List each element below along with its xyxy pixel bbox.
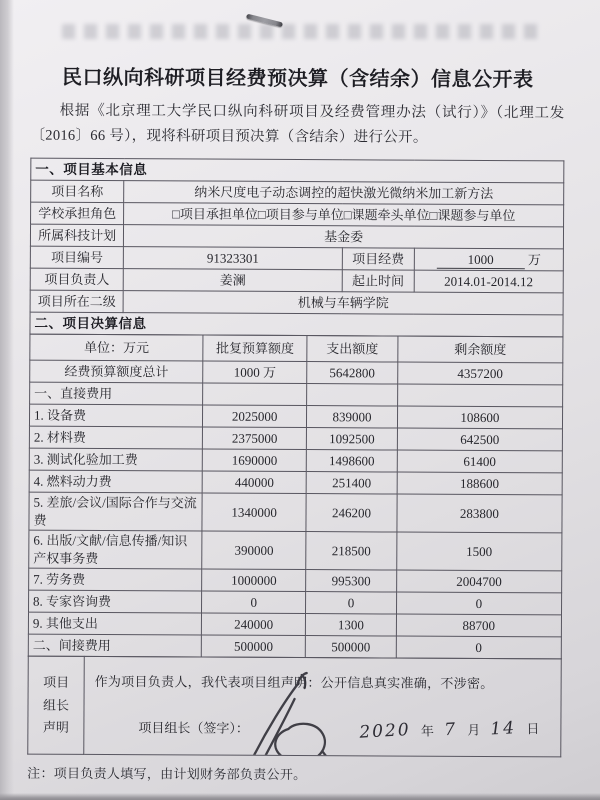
- budget-approved: 0: [202, 591, 306, 614]
- table-row-travel: [29, 492, 562, 533]
- budget-approved: 440000: [202, 471, 306, 494]
- table-row-fuel-power: [29, 470, 562, 495]
- funding-label: 项目经费: [342, 248, 414, 270]
- budget-row-label: 9. 其他支出: [28, 613, 201, 636]
- declaration-label-line: 组长: [42, 697, 70, 713]
- table-row-total: [30, 360, 563, 385]
- footnote: 注：项目负责人填写，由计划财务部负责公开。: [27, 766, 307, 783]
- date-year: 2020: [358, 719, 412, 743]
- funding-amount: 1000: [437, 250, 525, 269]
- budget-remaining: 188600: [397, 472, 562, 495]
- budget-row-label: 3. 测试化验加工费: [29, 448, 202, 471]
- budget-remaining: 0: [396, 636, 561, 659]
- section-header-basic-info: [31, 158, 564, 183]
- table-row-publication: [29, 530, 562, 571]
- project-name-label: 项目名称: [31, 180, 124, 202]
- budget-row-label: 4. 燃料动力费: [29, 470, 202, 493]
- row-program: [30, 224, 563, 249]
- budget-row-label: 二、间接费用: [28, 635, 201, 658]
- school-role-label: 学校承担角色: [31, 202, 124, 224]
- date-month: 7: [443, 719, 458, 741]
- budget-row-label: 经费预算额度总计: [30, 360, 203, 383]
- basic-info-table: [29, 158, 564, 338]
- funding-value: [414, 248, 563, 271]
- budget-spent: 1498600: [306, 450, 397, 472]
- budget-remaining: 642500: [397, 428, 562, 451]
- school-role-checkbox-options: □项目承担单位□项目参与单位□课题牵头单位□课题参与单位: [124, 203, 564, 227]
- budget-approved: [203, 383, 307, 406]
- period-label: 起止时间: [342, 270, 414, 292]
- budget-remaining: 2004700: [396, 570, 561, 593]
- page-title: 民口纵向科研项目经费预决算（含结余）信息公开表: [61, 66, 534, 92]
- budget-approved: 240000: [202, 613, 306, 636]
- table-row-consulting: [29, 591, 562, 616]
- department-value: 机械与车辆学院: [123, 291, 563, 315]
- budget-row-label: 7. 劳务费: [29, 569, 202, 592]
- budget-approved: 500000: [201, 635, 305, 658]
- budget-approved: 1000000: [202, 569, 306, 592]
- row-school-role: [31, 202, 564, 227]
- budget-spent: 1092500: [306, 428, 397, 450]
- date-day: 14: [489, 717, 517, 740]
- budget-remaining: 0: [396, 592, 561, 615]
- reverse-side-bleedthrough: [62, 24, 540, 39]
- form-content: [27, 61, 565, 785]
- budget-approved: 390000: [202, 531, 306, 570]
- table-row-materials: [29, 426, 562, 451]
- leader-value: 姜澜: [123, 269, 342, 292]
- row-project-no: [30, 246, 563, 271]
- row-project-name: [31, 180, 564, 205]
- budget-row-label: 1. 设备费: [29, 404, 202, 427]
- budget-spent: 5642800: [307, 362, 398, 384]
- sign-label: 项目组长（签字）：: [138, 720, 249, 737]
- budget-spent: 0: [306, 592, 397, 614]
- budget-spent: 500000: [305, 636, 396, 658]
- leader-label: 项目负责人: [30, 268, 123, 290]
- date-month-unit: 月: [467, 722, 481, 738]
- intro-paragraph: 根据《北京理工大学民口纵向科研项目及经费管理办法（试行）》（北理工发〔2016〕66 号），现将科研项目预决算（含结余）进行公开。: [30, 102, 565, 146]
- budget-spent: 839000: [307, 406, 398, 428]
- budget-remaining: 61400: [397, 450, 562, 473]
- handwritten-date: [359, 717, 552, 744]
- column-header-spent: 支出额度: [307, 336, 398, 362]
- paper-left-edge: [0, 0, 14, 800]
- handwritten-signature-scribble: [244, 671, 365, 757]
- budget-spent: [307, 384, 398, 406]
- photo-bottom-edge: [0, 793, 600, 800]
- project-no-label: 项目编号: [30, 246, 123, 268]
- table-row-labor: [29, 569, 562, 594]
- budget-approved: 1000 万: [203, 361, 307, 384]
- budget-row-label: 8. 专家咨询费: [29, 591, 202, 614]
- table-row-other: [28, 613, 561, 638]
- section-title: 一、项目基本信息: [31, 158, 564, 183]
- budget-row-label: 6. 出版/文献/信息传播/知识产权事务费: [29, 530, 202, 569]
- budget-approved: 2025000: [203, 405, 307, 428]
- budget-remaining: 108600: [397, 406, 562, 429]
- budget-spent: 995300: [306, 570, 397, 592]
- table-row-equipment: [29, 404, 562, 429]
- project-name-value: 纳米尺度电子动态调控的超快激光微纳米加工新方法: [124, 181, 564, 205]
- declaration-table: [27, 656, 562, 758]
- declaration-label-line: 项目: [43, 674, 70, 690]
- signature-row: [94, 717, 552, 742]
- declaration-label: [28, 657, 84, 755]
- budget-approved: 2375000: [203, 427, 307, 450]
- budget-remaining: 1500: [396, 532, 561, 571]
- row-leader: [30, 268, 563, 293]
- budget-remaining: [397, 384, 562, 407]
- funding-unit: 万: [527, 251, 541, 267]
- budget-approved: 1340000: [202, 493, 306, 532]
- budget-remaining: 88700: [396, 614, 561, 637]
- table-row-testing: [29, 448, 562, 473]
- row-department: [30, 290, 563, 315]
- program-value: 基金委: [124, 225, 564, 249]
- budget-row-label: 2. 材料费: [29, 426, 202, 449]
- budget-spent: 246200: [306, 494, 397, 533]
- budget-spent: 218500: [306, 532, 397, 571]
- table-row-direct-costs: [30, 382, 563, 407]
- budget-table: [28, 334, 564, 660]
- budget-header-row: [30, 334, 563, 363]
- budget-approved: 1690000: [202, 449, 306, 472]
- declaration-label-line: 声明: [42, 720, 69, 736]
- budget-spent: 1300: [306, 614, 397, 636]
- program-label: 所属科技计划: [30, 224, 123, 246]
- project-no-value: 91323301: [124, 247, 343, 270]
- department-label: 项目所在二级: [30, 290, 123, 312]
- budget-row-label: 5. 差旅/会议/国际合作与交流费: [29, 492, 202, 531]
- declaration-statement: 作为项目负责人，我代表项目组声明：公开信息真实准确，不涉密。: [94, 674, 494, 692]
- column-header-remaining: 剩余额度: [398, 336, 563, 363]
- declaration-row: [28, 657, 562, 758]
- budget-spent: 251400: [306, 472, 397, 494]
- date-day-unit: 日: [526, 720, 540, 737]
- period-value: 2014.01-2014.12: [414, 270, 563, 293]
- section-title: 二、项目决算信息: [30, 312, 563, 337]
- date-year-unit: 年: [420, 723, 435, 739]
- budget-row-label: 一、直接费用: [30, 382, 203, 405]
- column-header-approved: 批复预算额度: [203, 335, 307, 362]
- budget-remaining: 4357200: [397, 362, 562, 385]
- budget-remaining: 283800: [397, 494, 562, 533]
- declaration-body: [84, 657, 562, 757]
- column-header-unit: 单位：万元: [30, 334, 203, 361]
